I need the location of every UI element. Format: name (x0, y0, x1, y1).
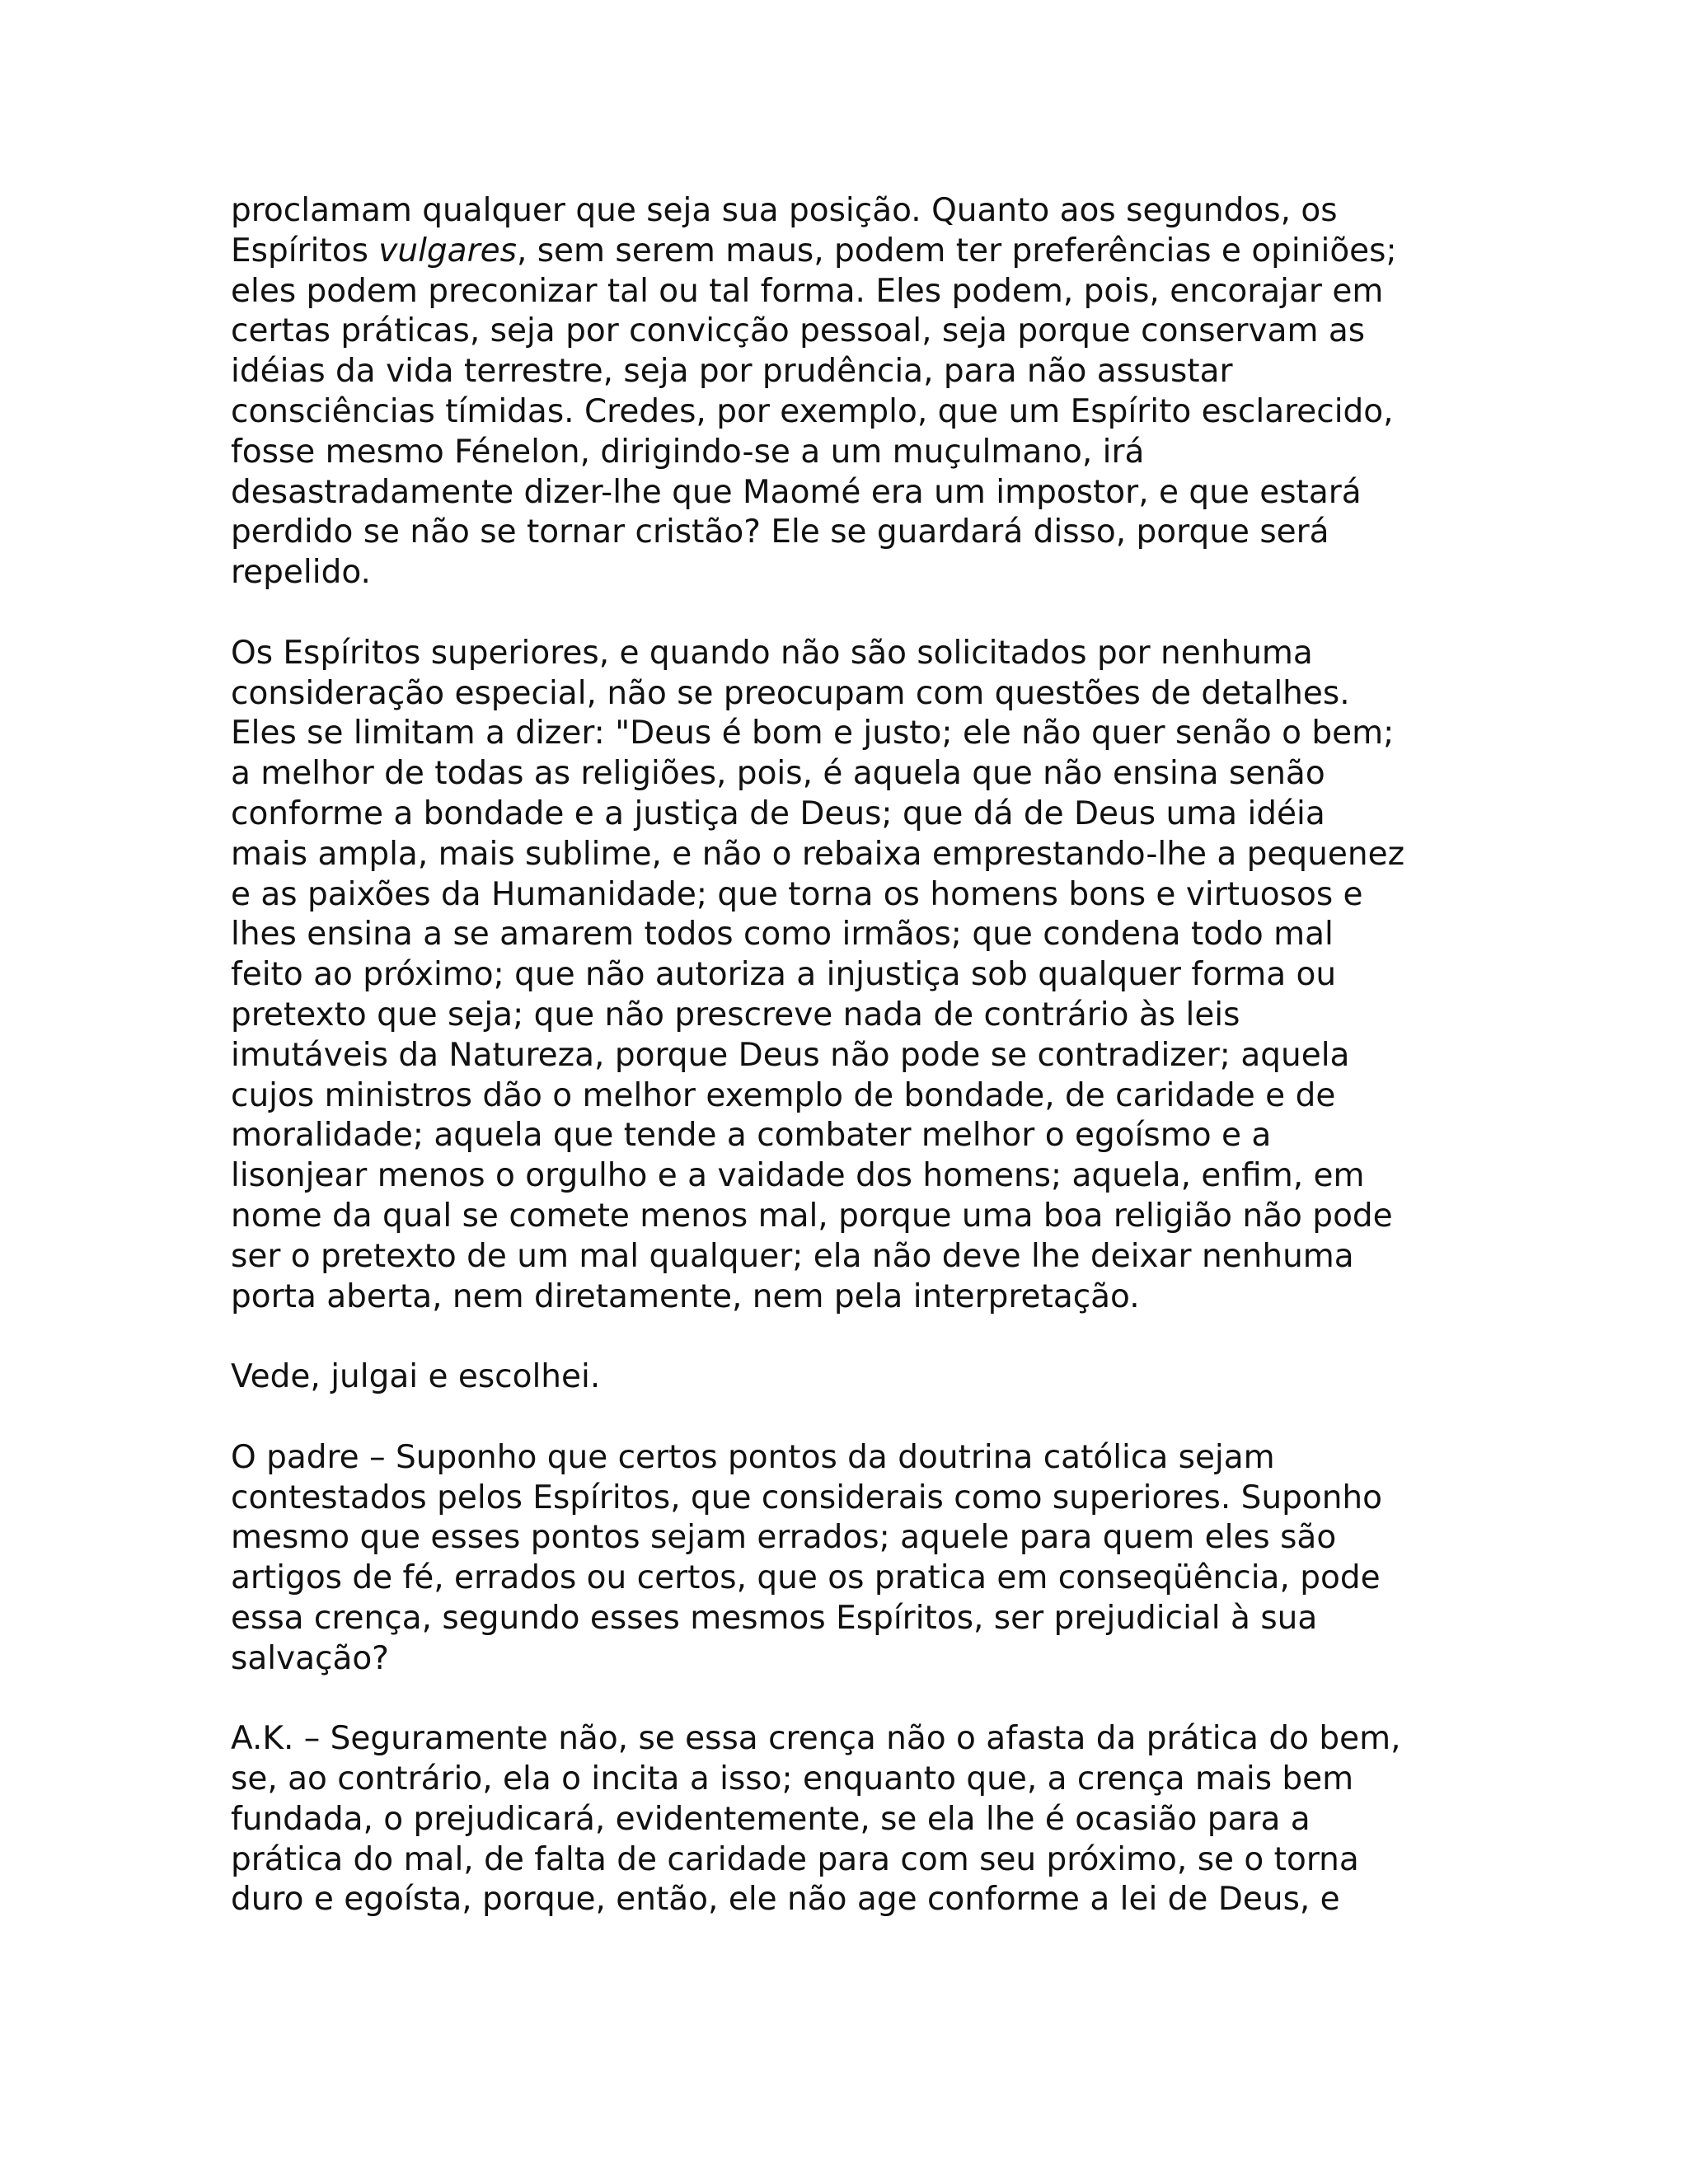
text-line: perdido se não se tornar cristão? Ele se guardará disso, porque será (231, 513, 1329, 551)
text-line: consciências tímidas. Credes, por exemplo, que um Espírito esclarecido, (231, 392, 1394, 430)
paragraph (231, 1438, 1517, 1680)
italic-term: vulgares (378, 232, 517, 269)
text-line: pretexto que seja; que não prescreve nada de contrário às leis (231, 996, 1240, 1033)
text-line: porta aberta, nem diretamente, nem pela interpretação. (231, 1277, 1140, 1315)
text-segment: , sem serem maus, podem ter preferências e opiniões; (516, 232, 1397, 269)
text-line: proclamam qualquer que seja sua posição. Quanto aos segundos, os (231, 192, 1338, 229)
paragraph (231, 634, 1517, 1318)
text-line: A.K. – Seguramente não, se essa crença não o afasta da prática do bem, (231, 1720, 1401, 1758)
text-line: fundada, o prejudicará, evidentemente, se ela lhe é ocasião para a (231, 1800, 1311, 1838)
paragraph (231, 1719, 1517, 1920)
text-line: feito ao próximo; que não autoriza a injustiça sob qualquer forma ou (231, 956, 1337, 994)
text-segment: Espíritos (231, 232, 379, 269)
text-line: ser o pretexto de um mal qualquer; ela não deve lhe deixar nenhuma (231, 1237, 1354, 1275)
text-line: lhes ensina a se amarem todos como irmãos; que condena todo mal (231, 916, 1334, 954)
text-line: essa crença, segundo esses mesmos Espíritos, ser prejudicial à sua (231, 1599, 1318, 1637)
text-line: salvação? (231, 1639, 389, 1677)
text-line: nome da qual se comete menos mal, porque uma boa religião não pode (231, 1197, 1393, 1235)
text-line: a melhor de todas as religiões, pois, é aquela que não ensina senão (231, 755, 1325, 793)
text-line: Os Espíritos superiores, e quando não são solicitados por nenhuma (231, 634, 1313, 672)
text-line: se, ao contrário, ela o incita a isso; enquanto que, a crença mais bem (231, 1760, 1354, 1798)
paragraph (231, 191, 1517, 593)
text-line: repelido. (231, 554, 371, 592)
text-line: mesmo que esses pontos sejam errados; aquele para quem eles são (231, 1519, 1337, 1557)
text-line: idéias da vida terrestre, seja por prudência, para não assustar (231, 353, 1233, 391)
text-line: O padre – Suponho que certos pontos da doutrina católica sejam (231, 1438, 1275, 1476)
text-line: fosse mesmo Fénelon, dirigindo-se a um muçulmano, irá (231, 433, 1145, 471)
text-line: Eles se limitam a dizer: "Deus é bom e justo; ele não quer senão o bem; (231, 715, 1395, 752)
text-line: imutáveis da Natureza, porque Deus não pode se contradizer; aquela (231, 1036, 1350, 1074)
text-line: certas práticas, seja por convicção pessoal, seja porque conservam as (231, 312, 1366, 350)
text-line: mais ampla, mais sublime, e não o rebaixa emprestando-lhe a pequenez (231, 835, 1405, 873)
text-line: duro e egoísta, porque, então, ele não age conforme a lei de Deus, e (231, 1881, 1340, 1919)
text-line: moralidade; aquela que tende a combater melhor o egoísmo e a (231, 1117, 1272, 1155)
text-line: prática do mal, de falta de caridade para com seu próximo, se o torna (231, 1840, 1359, 1878)
text-line: desastradamente dizer-lhe que Maomé era um impostor, e que estará (231, 473, 1362, 511)
text-line: eles podem preconizar tal ou tal forma. Eles podem, pois, encorajar em (231, 272, 1384, 310)
text-line: contestados pelos Espíritos, que considerais como superiores. Suponho (231, 1479, 1383, 1516)
body-text (231, 191, 1517, 1961)
text-line (231, 232, 1517, 272)
text-line: conforme a bondade e a justiça de Deus; que dá de Deus uma idéia (231, 794, 1325, 832)
text-line: lisonjear menos o orgulho e a vaidade dos homens; aquela, enfim, em (231, 1157, 1365, 1195)
text-line: cujos ministros dão o melhor exemplo de bondade, de caridade e de (231, 1076, 1336, 1114)
text-line: artigos de fé, errados ou certos, que os pratica em conseqüência, pode (231, 1559, 1381, 1597)
text-line: Vede, julgai e escolhei. (231, 1358, 601, 1396)
paragraph (231, 1357, 1517, 1398)
text-line: e as paixões da Humanidade; que torna os homens bons e virtuosos e (231, 875, 1363, 913)
text-line: consideração especial, não se preocupam com questões de detalhes. (231, 674, 1350, 712)
